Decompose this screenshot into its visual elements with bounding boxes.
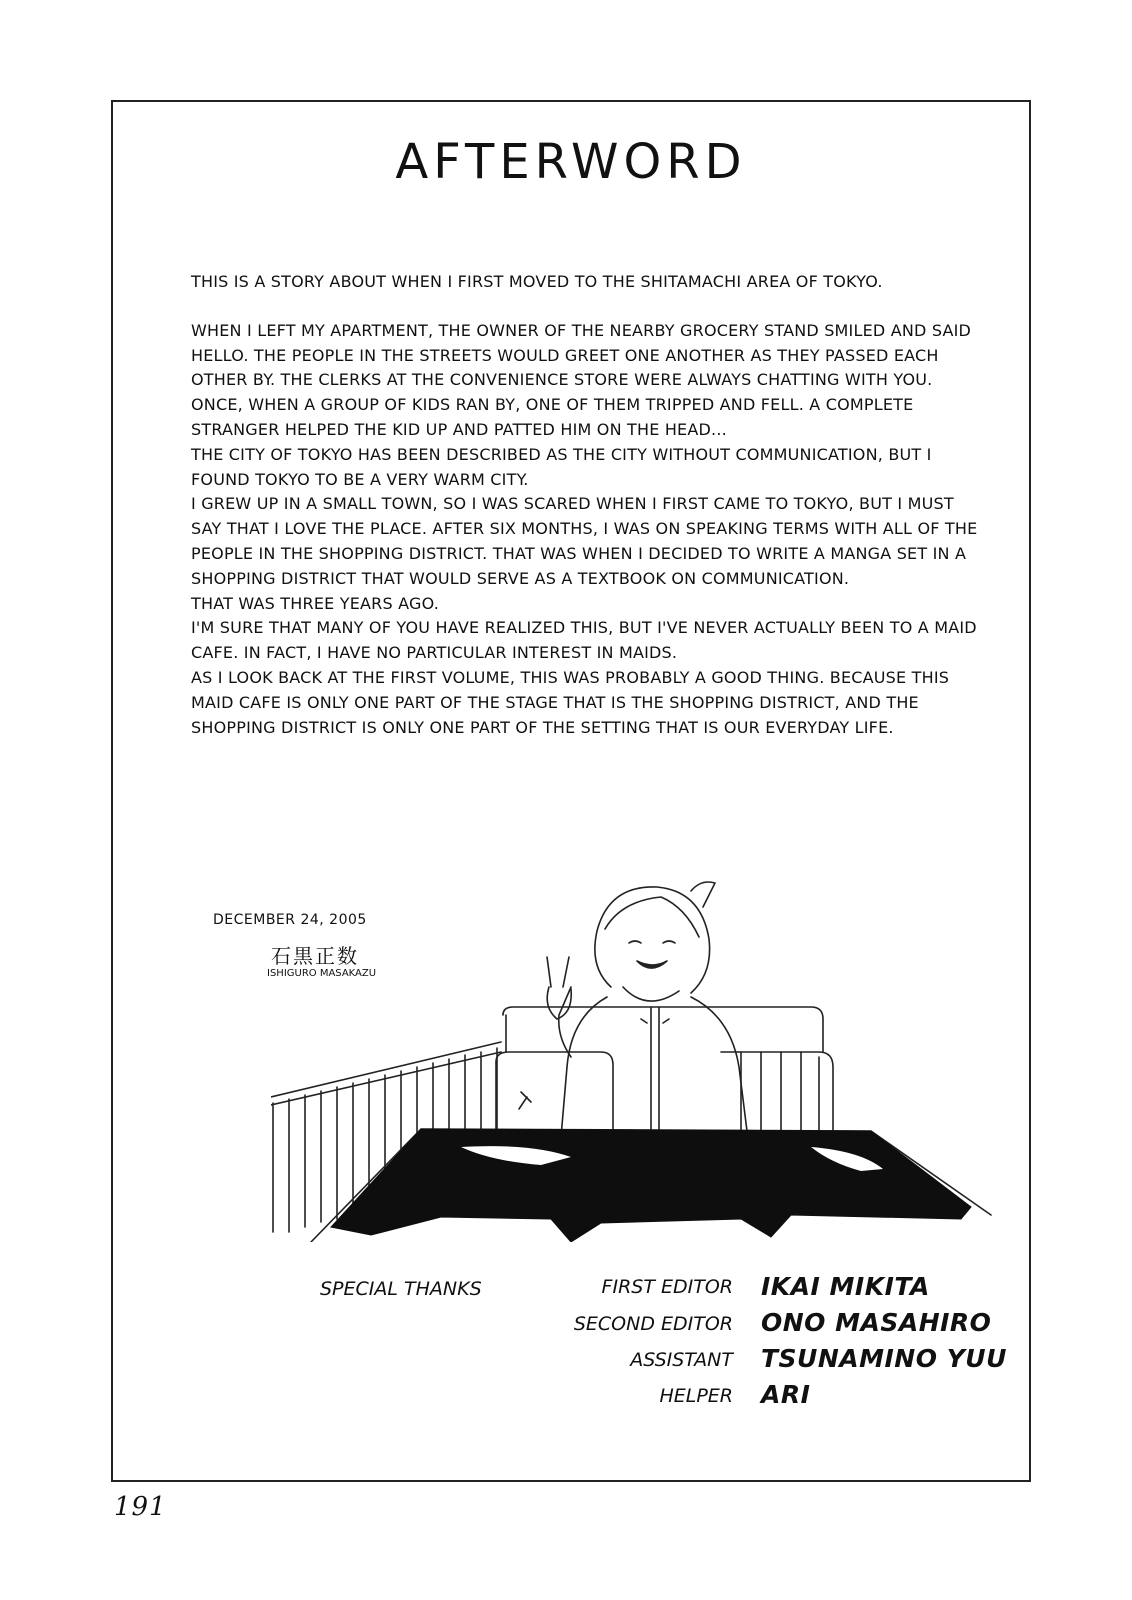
signature-date: DECEMBER 24, 2005 [213,912,367,928]
page-title: AFTERWORD [395,134,747,190]
credit-role: SECOND EDITOR [573,1313,733,1335]
signature-kanji: 石黒正数 [271,944,359,968]
page-number: 191 [114,1492,167,1522]
paragraph: I GREW UP IN A SMALL TOWN, SO I WAS SCARED WHEN I FIRST CAME TO TOKYO, BUT I MUST SAY THAT I LOVE THE PLACE. AFTER SIX MONTHS, I WAS ON SPEAKING TERMS WITH ALL OF THE PEOPLE IN THE SHOPPING DISTRICT. THAT WAS WHEN I DECIDED TO WRITE A MANGA SET IN A SHOPPING DISTRICT THAT WOULD SERVE AS A TEXTBOOK ON COMMUNICATION. [191,494,978,588]
credit-name: ONO MASAHIRO [761,1308,992,1337]
credit-role: HELPER [659,1385,733,1407]
credits-section [113,1272,1033,1422]
paragraph: ONCE, WHEN A GROUP OF KIDS RAN BY, ONE OF THEM TRIPPED AND FELL. A COMPLETE STRANGER HELPED THE KID UP AND PATTED HIM ON THE HEAD... [191,395,914,439]
credit-name: IKAI MIKITA [761,1272,930,1301]
signature-romaji: ISHIGURO MASAKAZU [267,968,377,979]
credit-name: TSUNAMINO YUU [761,1344,1007,1373]
credit-role: FIRST EDITOR [601,1276,733,1298]
credit-role: ASSISTANT [630,1349,733,1371]
author-at-kotatsu-illustration [271,847,1003,1242]
page-frame [111,100,1031,1482]
paragraph: THAT WAS THREE YEARS AGO. [191,593,440,613]
credits-heading: SPECIAL THANKS [320,1278,482,1300]
credit-name: ARI [761,1380,811,1409]
paragraph: AS I LOOK BACK AT THE FIRST VOLUME, THIS WAS PROBABLY A GOOD THING. BECAUSE THIS MAID CAFE IS ONLY ONE PART OF THE STAGE THAT IS THE SHOPPING DISTRICT, AND THE SHOPPING DISTRICT IS ONLY ONE PART OF THE SETTING THAT IS OUR EVERYDAY LIFE. [191,667,950,737]
paragraph: THE CITY OF TOKYO HAS BEEN DESCRIBED AS THE CITY WITHOUT COMMUNICATION, BUT I FOUND TOKYO TO BE A VERY WARM CITY. [191,444,932,489]
afterword-body [191,270,981,740]
paragraph: I'M SURE THAT MANY OF YOU HAVE REALIZED THIS, BUT I'VE NEVER ACTUALLY BEEN TO A MAID CAFE. IN FACT, I HAVE NO PARTICULAR INTEREST IN MAIDS. [191,618,977,663]
paragraph: THIS IS A STORY ABOUT WHEN I FIRST MOVED TO THE SHITAMACHI AREA OF TOKYO. [191,272,883,291]
paragraph: WHEN I LEFT MY APARTMENT, THE OWNER OF THE NEARBY GROCERY STAND SMILED AND SAID HELLO. THE PEOPLE IN THE STREETS WOULD GREET ONE ANOTHER AS THEY PASSED EACH OTHER BY. THE CLERKS AT THE CONVENIENCE STORE WERE ALWAYS CHATTING WITH YOU. [191,320,972,390]
